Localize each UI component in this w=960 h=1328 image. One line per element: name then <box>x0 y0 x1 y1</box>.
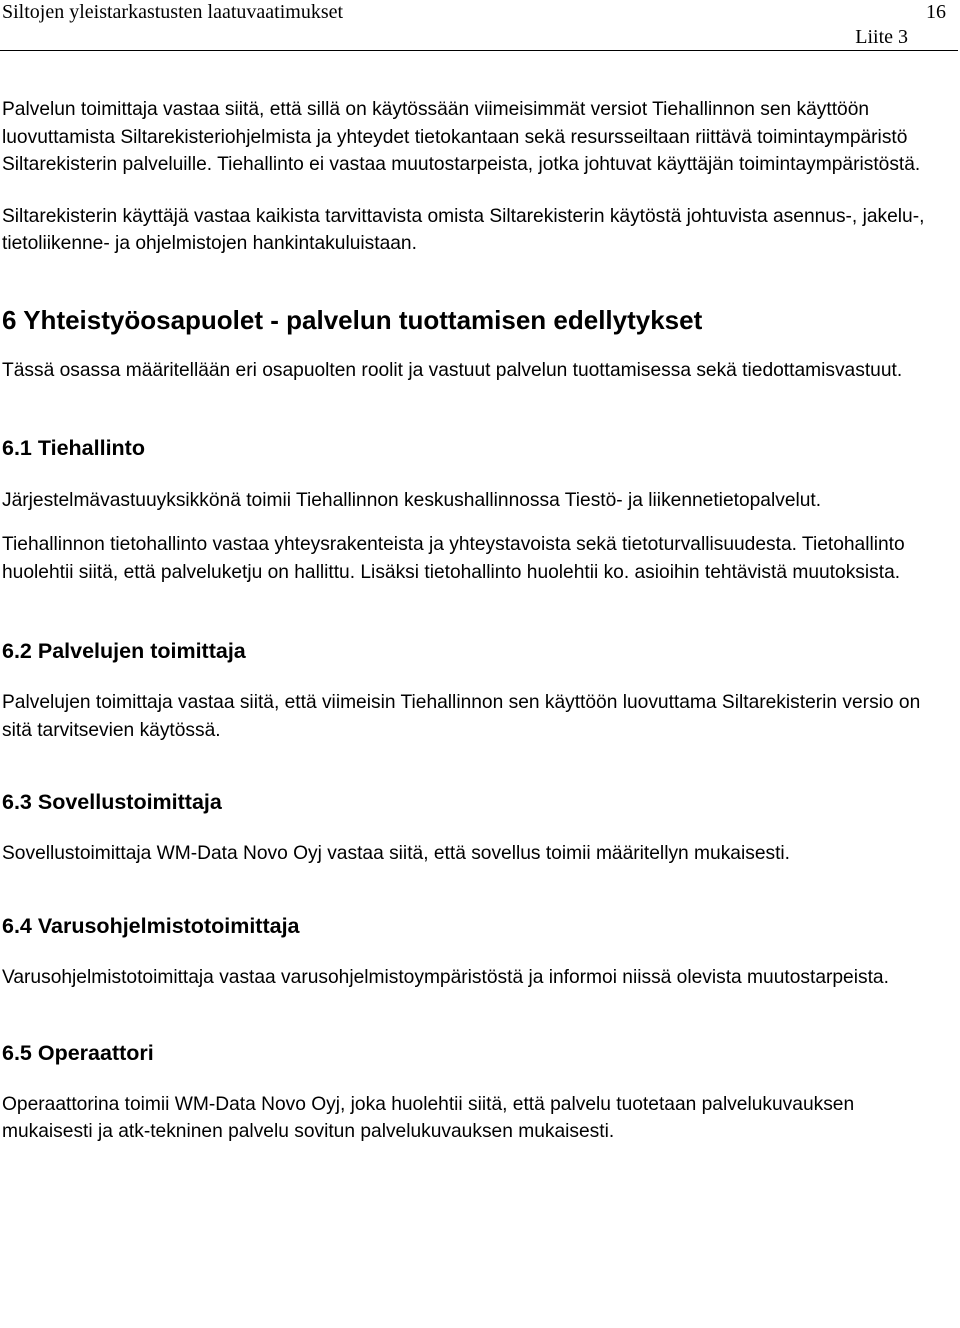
section-6-intro: Tässä osassa määritellään eri osapuolten roolit ja vastuut palvelun tuottamisessa sekä tiedottamisvastuut. <box>2 359 903 381</box>
paragraph-user-costs: Siltarekisterin käyttäjä vastaa kaikista tarvittavista omista Siltarekisterin käytöstä johtuvista asennus-, jakelu-, tietoliikenne- ja ohjelmistojen hankintakuluistaan. <box>2 205 925 255</box>
document-title: Siltojen yleistarkastusten laatuvaatimukset <box>2 1 344 23</box>
section-6-heading: 6 Yhteistyöosapuolet - palvelun tuottamisen edellytykset <box>2 304 703 335</box>
section-6-2-heading: 6.2 Palvelujen toimittaja <box>2 639 246 664</box>
section-6-1-paragraph-1: Järjestelmävastuuyksikkönä toimii Tiehallinnon keskushallinnossa Tiestö- ja liikennetietopalvelut. <box>2 489 822 511</box>
paragraph-service-provider-responsibility: Palvelun toimittaja vastaa siitä, että sillä on käytössään viimeisimmät versiot Tiehallinnon sen käyttöön luovuttamista Siltarekisteriohjelmista ja yhteydet tietokantaan sekä resursseiltaan riittävä toimintaympäristö Siltarekisterin palveluille. Tiehallinto ei vastaa muutostarpeista, jotka johtuvat käyttäjän toimintaympäristöstä. <box>2 99 921 176</box>
page-number: 16 <box>926 1 946 23</box>
document-body <box>2 96 946 1146</box>
section-6-3-heading: 6.3 Sovellustoimittaja <box>2 789 222 814</box>
section-6-4-heading: 6.4 Varusohjelmistotoimittaja <box>2 914 300 939</box>
running-header <box>0 0 958 51</box>
section-6-1-heading: 6.1 Tiehallinto <box>2 435 145 460</box>
appendix-label: Liite 3 <box>855 26 908 48</box>
section-6-5-paragraph: Operaattorina toimii WM-Data Novo Oyj, joka huolehtii siitä, että palvelu tuotetaan palvelukuvauksen mukaisesti ja atk-tekninen palvelu sovitun palvelukuvauksen mukaisesti. <box>2 1093 855 1143</box>
section-6-4-paragraph: Varusohjelmistotoimittaja vastaa varusohjelmistoympäristöstä ja informoi niissä olevista muutostarpeista. <box>2 967 889 989</box>
section-6-1-paragraph-2: Tiehallinnon tietohallinto vastaa yhteysrakenteista ja yhteystavoista sekä tietoturvallisuudesta. Tietohallinto huolehtii siitä, että palveluketju on hallittu. Lisäksi tietohallinto huolehtii ko. asioihin tehtävistä muutoksista. <box>2 534 905 583</box>
section-6-3-paragraph: Sovellustoimittaja WM-Data Novo Oyj vastaa siitä, että sovellus toimii määritellyn mukaisesti. <box>2 842 791 864</box>
section-6-2-paragraph: Palvelujen toimittaja vastaa siitä, että viimeisin Tiehallinnon sen käyttöön luovuttama Siltarekisterin versio on sitä tarvitsevien käytössä. <box>2 692 921 741</box>
section-6-5-heading: 6.5 Operaattori <box>2 1040 154 1065</box>
